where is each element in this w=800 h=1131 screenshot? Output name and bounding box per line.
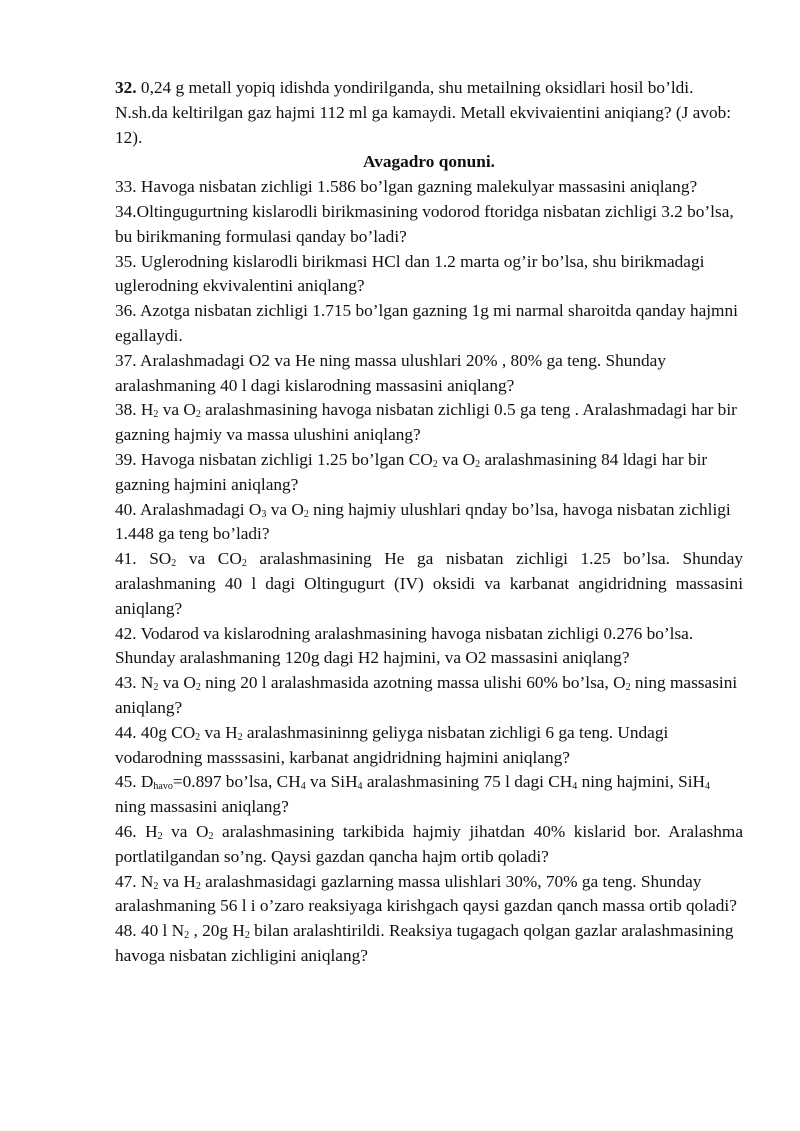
problem-36: 36. Azotga nisbatan zichligi 1.715 bo’lgan gazning 1g mi narmal sharoitda qanday hajmni egallaydi.: [115, 301, 738, 345]
section-title: Avagadro qonuni.: [363, 152, 495, 172]
problem-35: 35. Uglerodning kislarodli birikmasi HCl dan 1.2 marta og’ir bo’lsa, shu birikmadagi uglerodning ekvivalentini aniqlang?: [115, 251, 705, 296]
problem-39: 39. Havoga nisbatan zichligi 1.25 bo’lgan $CO_2$ va $O_2$ aralashmasining 84 ldagi har bir gazning hajmini aniqlang?: [115, 449, 708, 494]
problem-34: 34.Oltingugurtning kislarodli birikmasining vodorod ftoridga nisbatan zichligi 3.2 bo’lsa, bu birikmaning formulasi qanday bo’ladi?: [115, 201, 734, 246]
problem-40: 40. Aralashmadagi $O_3$ va $O_2$ ning hajmiy ulushlari qnday bo’lsa, havoga nisbatan zichligi 1.448 ga teng bo’ladi?: [115, 499, 731, 544]
problem-43: 43. $N_2$ va $O_2$ ning 20 l aralashmasida azotning massa ulishi 60% bo’lsa, $O_2$ ning massasini aniqlang?: [115, 673, 738, 717]
problem-42: 42. Vodarod va kislarodning aralashmasining havoga nisbatan zichligi 0.276 bo’lsa. Shunday aralashmaning 120g dagi H2 hajmini, va O2 massasini aniqlang?: [115, 623, 694, 668]
problem-37: 37. Aralashmadagi O2 va He ning massa ulushlari 20% , 80% ga teng. Shunday aralashmaning 40 l dagi kislarodning massasini aniqlang?: [115, 350, 666, 395]
problem-33: 33. Havoga nisbatan zichligi 1.586 bo’lgan gazning malekulyar massasini aniqlang?: [115, 177, 698, 197]
document-page: [115, 76, 743, 969]
problem-number: 32.: [115, 78, 137, 97]
problem-text: 0,24 g metall yopiq idishda yondirilganda, shu metailning oksidlari hosil bo’ldi. N.sh.da keltirilgan gaz hajmi 112 ml ga kamaydi. Metall ekvivaientini aniqiang? (J avob: 12).: [115, 78, 732, 147]
problem-32: [115, 76, 743, 150]
problem-46: 46. $H_2$ va $O_2$ aralashmasining tarkibida hajmiy jihatdan 40% kislarid bor. Aralashma portlatilgandan so’ng. Qaysi gazdan qancha hajm ortib qoladi?: [115, 821, 743, 866]
problem-48: 48. 40 l $N_2$ , 20g $H_2$ bilan aralashtirildi. Reaksiya tugagach qolgan gazlar aralashmasining havoga nisbatan zichligini aniqlang?: [115, 921, 734, 965]
problem-45: 45. $D_{havo}=0.897$ bo’lsa, $CH_4$ va SiH$_4$ aralashmasining 75 l dagi $CH_4$ ning hajmini, SiH$_4$ ning massasini aniqlang?: [115, 772, 710, 817]
problem-47: 47. $N_2$ va $H_2$ aralashmasidagi gazlarning massa ulishlari 30%, 70% ga teng. Shunday aralashmaning 56 l i o’zaro reaksiyaga kirishgach qaysi gazdan qanch massa ortib qoladi?: [115, 871, 737, 916]
problem-38: 38. $H_2$ va $O_2$ aralashmasining havoga nisbatan zichligi 0.5 ga teng . Aralashmadagi har bir gazning hajmiy va massa ulushini aniqlang?: [115, 400, 737, 445]
problem-44: 44. 40g $CO_2$ va $H_2$ aralashmasininng geliyga nisbatan zichligi 6 ga teng. Undagi vodarodning masssasini, karbanat angidridning hajmini aniqlang?: [115, 722, 669, 767]
problem-41: 41. $SO_2$ va $CO_2$ aralashmasining He ga nisbatan zichligi 1.25 bo’lsa. Shunday aralashmaning 40 l dagi Oltingugurt (IV) oksidi va karbanat angidridning massasini aniqlang?: [115, 549, 744, 618]
